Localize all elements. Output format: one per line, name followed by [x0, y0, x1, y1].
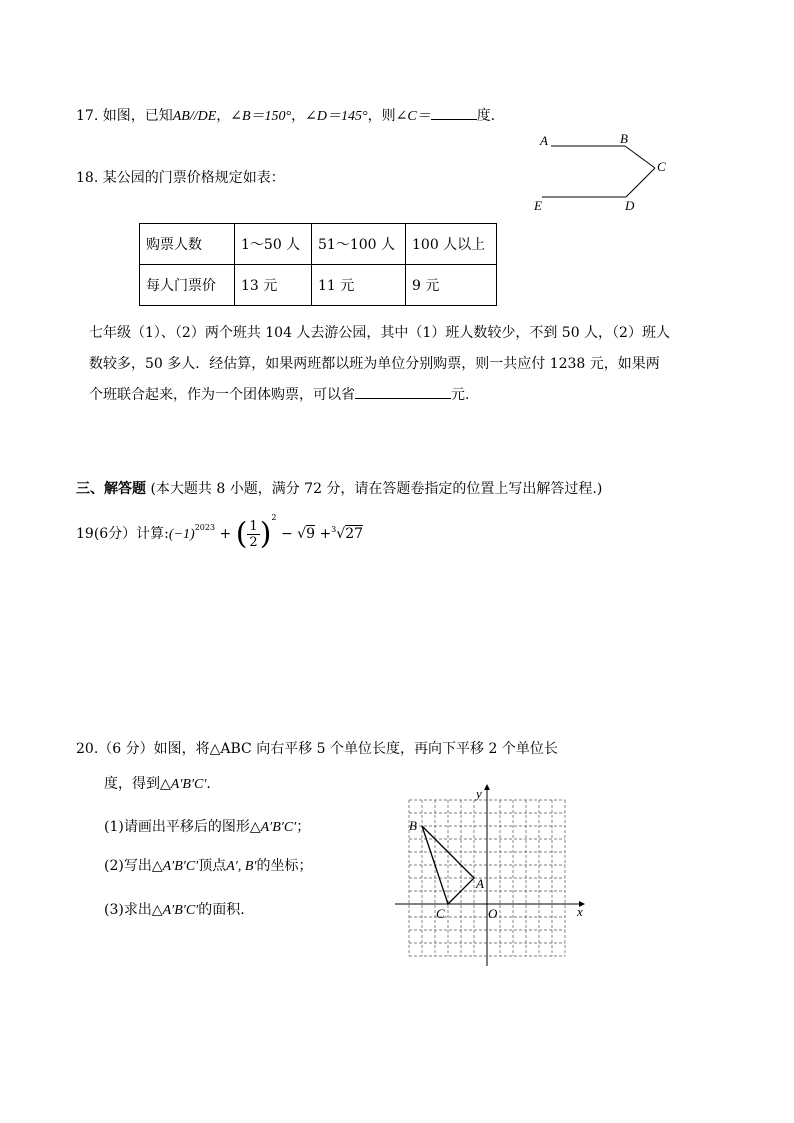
q20-line2-text: 度，得到△	[104, 776, 171, 792]
label-b: B	[620, 131, 628, 146]
q17-answer-blank[interactable]	[431, 119, 477, 120]
label-e: E	[534, 198, 542, 213]
q19-label: 19(6分）计算:	[76, 526, 169, 542]
q20-item3-text: (3)求出△	[104, 902, 163, 918]
label-d: D	[625, 198, 635, 213]
sqrt-icon: √	[297, 526, 307, 542]
q20-line2-triangle: A′B′C′	[170, 777, 207, 792]
q20-line-1: 20.（6 分）如图，将△ABC 向右平移 5 个单位长度，再向下平移 2 个单位长	[76, 741, 558, 757]
q20-item1-end: ；	[296, 819, 311, 835]
cbrt-radicand: 27	[345, 526, 364, 542]
q17-then: ，则	[367, 108, 396, 124]
q17-parallel-condition: AB//DE	[172, 109, 217, 124]
q18-paragraph-line-1: 七年级（1）、（2）两个班共 104 人去游公园，其中（1）班人数较少，不到 50 人，（2）班人	[89, 325, 670, 341]
q18-answer-blank[interactable]	[355, 398, 451, 399]
y-axis-label: y	[476, 786, 482, 801]
fraction-denominator: 2	[249, 534, 258, 550]
q18-paragraph-line-3	[89, 384, 469, 404]
q19-plus-2: +	[319, 526, 332, 542]
sqrt-radicand: 9	[306, 526, 315, 542]
vertex-b-label: B	[409, 818, 417, 833]
question-18	[76, 167, 285, 187]
table-cell: 100 人以上	[406, 224, 497, 265]
q17-number: 17.	[76, 108, 99, 124]
section-3-heading	[76, 478, 602, 498]
q20-item1-triangle: A′B′C′	[260, 820, 297, 835]
left-paren: (	[235, 516, 248, 552]
q17-angle-c: ∠C＝	[395, 109, 431, 124]
q20-item2-text: (2)写出△	[104, 858, 163, 874]
question-17	[76, 105, 495, 125]
q18-paragraph-line-2: 数较多，50 多人．经估算，如果两班都以班为单位分别购票，则一共应付 1238 元，如果两	[89, 356, 660, 372]
q20-item3-triangle: A′B′C′	[162, 903, 199, 918]
q18-number: 18.	[76, 170, 99, 186]
table-cell: 每人门票价	[140, 265, 235, 306]
section-description: (本大题共 8 小题，满分 72 分，请在答题卷指定的位置上写出解答过程.)	[150, 481, 603, 497]
x-axis-label: x	[577, 904, 583, 919]
q20-item2-triangle: A′B′C′	[162, 859, 199, 874]
q17-angle-b: ∠B＝150°	[230, 109, 292, 124]
q20-item1-text: (1)请画出平移后的图形△	[104, 819, 261, 835]
section-title: 三、解答题	[76, 481, 146, 497]
fraction-one-half	[247, 519, 259, 550]
q20-item-1	[104, 816, 310, 836]
q20-item2-vertices: A′, B′	[226, 859, 257, 874]
vertex-a-label: A	[476, 876, 484, 891]
q17-comma: ，	[216, 108, 231, 124]
label-a: A	[540, 133, 548, 148]
figure-20-coordinate-grid	[380, 784, 600, 974]
question-19	[76, 513, 363, 552]
q19-base: (−1)	[168, 527, 195, 542]
q20-item2-vertex-word: 顶点	[198, 858, 227, 874]
q17-comma-2: ，	[291, 108, 306, 124]
table-cell: 51～100 人	[312, 224, 406, 265]
segment-bc	[625, 146, 655, 168]
q18-unit: 元.	[451, 387, 470, 403]
q20-item-2	[104, 855, 312, 875]
table-row	[140, 224, 497, 265]
q17-text-1: 如图，已知	[102, 108, 173, 124]
q19-square-exponent: 2	[271, 513, 277, 522]
q18-text: 某公园的门票价格规定如表：	[102, 170, 285, 186]
table-cell: 购票人数	[140, 224, 235, 265]
q19-exponent: 2023	[194, 523, 216, 532]
label-c: C	[657, 159, 666, 174]
q17-unit: 度.	[476, 108, 496, 124]
q18-line3-text: 个班联合起来，作为一个团体购票，可以省	[89, 387, 355, 403]
cbrt-index: 3	[331, 525, 337, 534]
ticket-price-table	[139, 223, 497, 306]
right-paren: )	[259, 516, 272, 552]
table-row	[140, 265, 497, 306]
fraction-numerator: 1	[249, 518, 258, 534]
q17-angle-d: ∠D＝145°	[305, 109, 368, 124]
q20-line2-period: .	[206, 776, 211, 792]
q20-item-3	[104, 899, 245, 919]
table-cell: 13 元	[235, 265, 312, 306]
cbrt-icon: √	[336, 526, 346, 542]
axes	[395, 784, 585, 966]
vertex-c-label: C	[436, 906, 445, 921]
table-cell: 11 元	[312, 265, 406, 306]
q19-plus-1: +	[219, 526, 232, 542]
table-cell: 9 元	[406, 265, 497, 306]
y-axis-arrow-icon	[484, 784, 490, 790]
origin-label: O	[488, 906, 498, 921]
q19-minus: −	[280, 526, 293, 542]
segment-cd	[626, 168, 655, 197]
table-cell: 1～50 人	[235, 224, 312, 265]
q20-item2-end: 的坐标；	[256, 858, 313, 874]
q20-line-2	[104, 773, 211, 793]
figure-17-parallel-lines	[530, 128, 680, 218]
q20-item3-end: 的面积.	[198, 902, 245, 918]
